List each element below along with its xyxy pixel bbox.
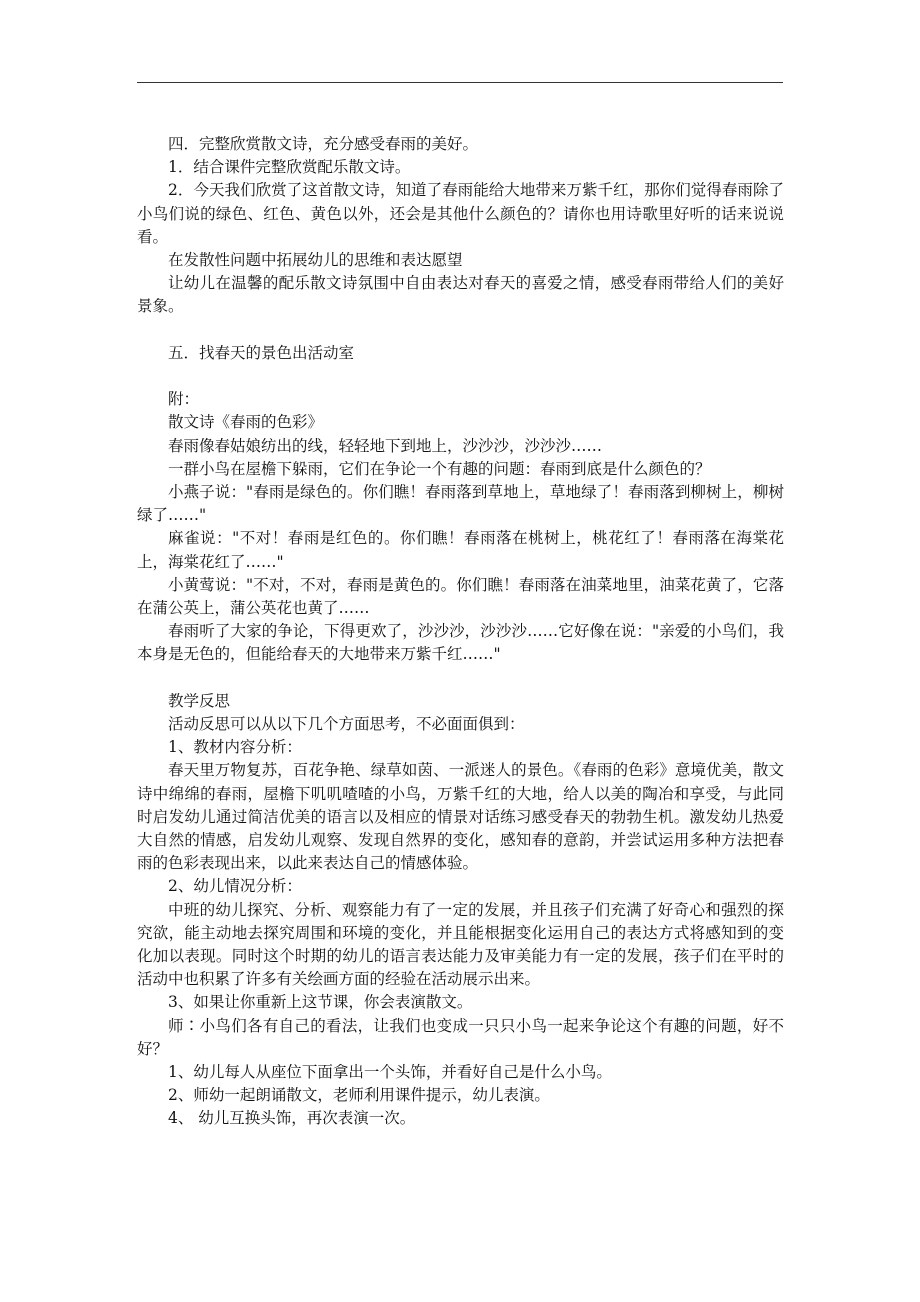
poem-paragraph: 小黄莺说："不对，不对，春雨是黄色的。你们瞧！春雨落在油菜地里，油菜花黄了，它落在蒲公英上，蒲公英花也黄了…… <box>137 575 784 618</box>
paragraph: 在发散性问题中拓展幼儿的思维和表达愿望 <box>168 251 463 270</box>
header-rule <box>137 82 783 83</box>
appendix-label: 附： <box>168 390 200 409</box>
poem-paragraph: 春雨听了大家的争论，下得更欢了，沙沙沙，沙沙沙……它好像在说："亲爱的小鸟们，我本身是无色的，但能给春天的大地带来万紫千红……" <box>137 622 784 664</box>
paragraph: 师∶小鸟们各有自己的看法，让我们也变成一只只小鸟一起来争论这个有趣的问题，好不好？ <box>137 1016 784 1058</box>
reflection-heading: 教学反思 <box>168 691 231 710</box>
paragraph: 春天里万物复苏，百花争艳、绿草如茵、一派迷人的景色。《春雨的色彩》意境优美，散文诗中绵绵的春雨，屋檐下叽叽喳喳的小鸟，万紫千红的大地，给人以美的陶冶和享受，与此同时启发幼儿通过简洁优美的语言以及相应的情景对话练习感受春天的勃勃生机。激发幼儿热爱大自然的情感，启发幼儿观察、发现自然界的变化，感知春的意韵，并尝试运用多种方法把春雨的色彩表现出来，以此来表达自己的情感体验。 <box>137 761 784 873</box>
poem-paragraph: 小燕子说："春雨是绿色的。你们瞧！春雨落到草地上，草地绿了！春雨落到柳树上，柳树绿了……" <box>137 483 784 525</box>
section-heading: 五．找春天的景色出活动室 <box>168 343 355 362</box>
paragraph: 4、 幼儿互换头饰，再次表演一次。 <box>168 1109 416 1128</box>
paragraph: 2．今天我们欣赏了这首散文诗，知道了春雨能给大地带来万紫千红，那你们觉得春雨除了小鸟们说的绿色、红色、黄色以外，还会是其他什么颜色的？请你也用诗歌里好听的话来说说看。 <box>137 181 784 246</box>
poem-title: 散文诗《春雨的色彩》 <box>168 413 324 432</box>
paragraph-gap <box>137 319 784 342</box>
poem-paragraph: 一群小鸟在屋檐下躲雨，它们在争论一个有趣的问题：春雨到底是什么颜色的？ <box>168 459 711 478</box>
paragraph-gap <box>137 667 784 690</box>
paragraph: 1、幼儿每人从座位下面拿出一个头饰，并看好自己是什么小鸟。 <box>168 1063 612 1082</box>
paragraph: 1．结合课件完整欣赏配乐散文诗。 <box>168 158 411 177</box>
paragraph: 四．完整欣赏散文诗，充分感受春雨的美好。 <box>168 135 479 153</box>
paragraph: 2、师幼一起朗诵散文，老师利用课件提示，幼儿表演。 <box>168 1086 550 1105</box>
paragraph: 3、如果让你重新上这节课，你会表演散文。 <box>168 993 473 1012</box>
document-body <box>137 133 784 1131</box>
paragraph-gap <box>137 365 784 388</box>
paragraph: 中班的幼儿探究、分析、观察能力有了一定的发展，并且孩子们充满了好奇心和强烈的探究欲，能主动地去探究周围和环境的变化，并且能根据变化运用自己的表达方式将感知到的变化加以表现。同时这个时期的幼儿的语言表达能力及审美能力有一定的发展，孩子们在平时的活动中也积累了许多有关绘画方面的经验在活动展示出来。 <box>137 900 784 989</box>
paragraph: 让幼儿在温馨的配乐散文诗氛围中自由表达对春天的喜爱之情，感受春雨带给人们的美好景象。 <box>137 274 784 316</box>
paragraph: 2、幼儿情况分析： <box>168 877 302 896</box>
poem-paragraph: 麻雀说："不对！春雨是红色的。你们瞧！春雨落在桃树上，桃花红了！春雨落在海棠花上，海棠花红了……" <box>137 529 784 571</box>
paragraph: 1、教材内容分析： <box>168 738 302 757</box>
poem-paragraph: 春雨像春姑娘纺出的线，轻轻地下到地上，沙沙沙，沙沙沙…… <box>168 436 603 455</box>
paragraph: 活动反思可以从以下几个方面思考，不必面面俱到： <box>168 715 525 734</box>
